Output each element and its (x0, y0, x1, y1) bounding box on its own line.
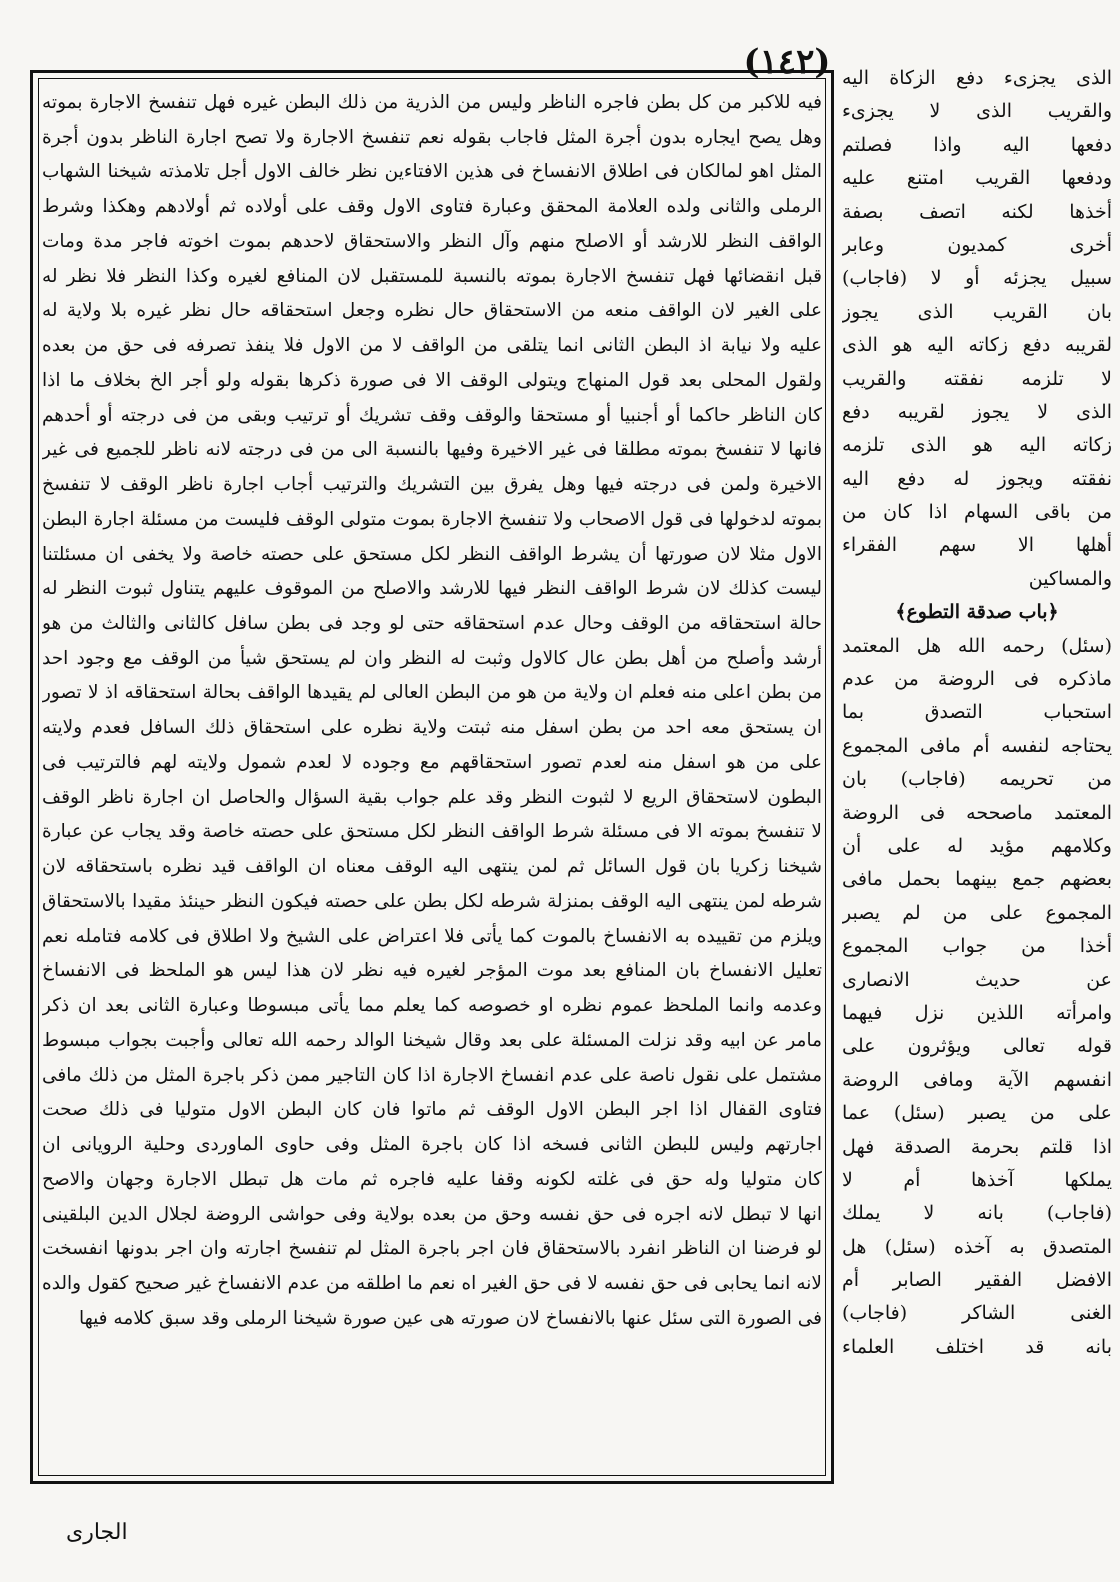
margin-text-line: المعتمد ماصححه فى الروضة (842, 801, 1112, 824)
main-text-line: انها لا تبطل لانه اجره فى حق نفسه وحق من بعده بولاية وفى حواشى الروضة لجلال الدين البلقينى (42, 1203, 822, 1225)
margin-text-line: انفسهم الآية ومافى الروضة (842, 1068, 1112, 1091)
margin-text-line: نفقته ويجوز له دفع اليه (842, 467, 1112, 490)
margin-text-line: المجموع على من لم يصبر (842, 901, 1112, 924)
main-text-line: ويلزم من تقييده به الانفساخ بالموت كما يأتى فلا اعتراض على الشيخ ولا اطلاق فى كلامه فتامله نعم (42, 925, 822, 947)
main-text-line: من بطن اعلى منه فعلم ان ولاية من هو من البطن العالى لم يقيدها الواقف بحالة استحقاقه اذ لا تصور (42, 682, 822, 704)
main-text-line: لانه انما يحابى فى حق نفسه لا فى حق الغير اه نعم ما اطلقه من عدم الانفساخ غير صحيح كقول والده (42, 1272, 822, 1294)
main-text-column (42, 86, 822, 1476)
margin-text-line: الذى لا يجوز لقريبه دفع (842, 400, 1112, 423)
main-text-line: وعدمه وانما الملحظ عموم نظره او خصوصه كما يعلم مما يأتى مبسوطا وعبارة الثانى بعد ان ذكر (42, 995, 822, 1017)
margin-text-line: الذى يجزىء دفع الزكاة اليه (842, 67, 1112, 89)
margin-text-line: (سئل) رحمه الله هل المعتمد (842, 634, 1112, 657)
margin-text-line: سبيل يجزئه أو لا (فاجاب) (842, 267, 1112, 290)
main-text-line: عليه ولا نيابة اذ البطن الثانى انما يتلقى من الواقف لا من الاول فلا ينفذ تصرفه فى حق من بعده (42, 335, 822, 357)
main-text-line: شرطه لمن ينتهى اليه الوقف بمنزلة شرطه لكل بطن على حصته فيكون النظر حينئذ مقيدا بالاستحقاق (42, 890, 822, 912)
main-text-line: على الغير لان الواقف منعه من الاستحقاق حال نظره وجعل استحقاقه حال نظر غيره بلا ولاية له (42, 300, 822, 322)
margin-text-line: والمساكين (1028, 567, 1112, 590)
main-text-line: بموته لدخولها فى قول الاصحاب ولا تنفسخ الاجارة بموت متولى الوقف فليست من مسئلة اجارة البطن (42, 508, 822, 530)
margin-text-line: على من يصبر (سئل) عما (842, 1102, 1112, 1125)
main-text-line: وهل يصح ايجاره بدون أجرة المثل فاجاب بقوله نعم تنفسخ الاجارة ولا تصح اجارة الناظر بدون أجرة (42, 126, 822, 148)
margin-text-line: اذا قلتم بحرمة الصدقة فهل (842, 1135, 1112, 1158)
margin-text-line: وامرأته اللذين نزل فيهما (842, 1001, 1112, 1024)
margin-text-line: أخذها لكنه اتصف بصفة (842, 200, 1112, 223)
main-text-line: على من هو اسفل منه لعدم تصور استحقاقهم مع وجوده لا لعدم شمول ولايته لهم فالترتيب فى (42, 751, 822, 773)
margin-text-line: المتصدق به آخذه (سئل) هل (842, 1235, 1112, 1258)
margin-text-line: بعضهم جمع بينهما بحمل مافى (842, 868, 1112, 891)
main-text-line: تعليل الانفساخ بان المنافع بعد موت المؤجر لغيره فيه نظر لان هذا ليس هو الملحظ فى الانفساخ (42, 960, 822, 982)
margin-text-line: من باقى السهام اذا كان من (842, 501, 1112, 524)
main-text-line: لا تنفسخ بموته الا فى مسئلة شرط الواقف النظر لكل مستحق على حصته خاصة وقد يجاب عن عبارة (42, 821, 822, 843)
margin-text-line: بان القريب الذى يجوز (842, 300, 1112, 323)
margin-text-line: ﴿باب صدقة التطوع﴾ (895, 601, 1059, 624)
margin-text-line: أهلها الا سهم الفقراء (842, 534, 1112, 557)
main-text-line: اجارتهم وليس للبطن الثانى فسخه اذا كان باجرة المثل وفى حاوى الماوردى وحلية الرويانى ان (42, 1134, 822, 1156)
margin-text-line: دفعها اليه واذا فصلتم (842, 133, 1112, 156)
main-text-line: الرملى والثانى ولده العلامة المحقق وعبارة فتاوى الاول وقف على أولاده ثم أولادهم وهكذا وشرط (42, 196, 822, 218)
margin-text-line: استحباب التصدق بما (842, 701, 1112, 724)
margin-text-line: والقريب الذى لا يجزىء (842, 100, 1112, 123)
margin-text-line: زكاته اليه هو الذى تلزمه (842, 434, 1112, 457)
main-text-line: فانها لا تنفسخ بموته مطلقا فى غير الاخيرة وفيها بالنسبة الى من فى درجته لانه ناظر للجميع فى غير (42, 439, 822, 461)
main-text-line: شيخنا زكريا بان قول السائل ثم لمن ينتهى اليه الوقف معناه ان الواقف قيد نظره باستحقاقه لان (42, 856, 822, 878)
main-text-line: أرشد وأصلح من أهل بطن عال كالاول وثبت له النظر وان لم يستحق شيأ من الوقف مع وجود احد (42, 647, 822, 669)
margin-text-line: الغنى الشاكر (فاجاب) (842, 1302, 1112, 1325)
main-text-line: الواقف النظر للارشد أو الاصلح منهم وآل النظر والاستحقاق لاحدهم بموت اخوته فاجر مدة ومات (42, 230, 822, 252)
main-text-line: المثل اهو لمالكان فى اطلاق الانفساخ فى هذين الافتاءين نظر خالف الاول أجل تلامذته شيخنا الشهاب (42, 161, 822, 183)
main-text-line: فيه للاكبر من كل بطن فاجره الناظر وليس من الذرية من ذلك البطن غيره فهل تنفسخ الاجارة بموته (42, 92, 822, 113)
page-number: (١٤٢) (743, 42, 831, 82)
margin-text-line: أخرى كمديون وعابر (842, 233, 1112, 256)
margin-text-line: قوله تعالى ويؤثرون على (842, 1035, 1112, 1058)
margin-text-line: لا تلزمه نفقته والقريب (842, 367, 1112, 390)
main-text-line: كان متوليا وله حق فى غلته لكونه وقفا عليه فاجره ثم مات هل تبطل الاجارة وجهان والاصح (42, 1168, 822, 1190)
main-text-line: مشتمل على نقول ناصة على عدم انفساخ الاجارة اذا كان التاجير ممن ذكر باجرة المثل من ذلك مافى (42, 1064, 822, 1086)
main-text-line: الاول مثلا لان صورتها أن يشرط الواقف النظر لكل مستحق على حصته خاصة ولا يخفى ان مسئلتنا (42, 543, 822, 565)
main-text-line: ليست كذلك لان شرط الواقف النظر فيها للارشد والاصلح من الموقوف عليهم يتناول ثبوت النظر له (42, 578, 822, 600)
margin-text-line: أخذا من جواب المجموع (842, 935, 1112, 958)
main-text-line: لو فرضنا ان الناظر انفرد بالاستحقاق فان اجر باجرة المثل لم تنفسخ اجارته وان اجر بدونها انفسخت (42, 1238, 822, 1260)
margin-text-line: من تحريمه (فاجاب) بان (842, 768, 1112, 791)
margin-text-column (842, 62, 1112, 1364)
margin-text-line: عن حديث الانصارى (842, 968, 1112, 991)
main-text-line: حالة استحقاقه من الوقف وحال عدم استحقاقه حتى لو وجد فى بطن سافل كالثانى والثالث من هو (42, 613, 822, 635)
margin-text-line: بانه قد اختلف العلماء (842, 1335, 1112, 1358)
main-text-line: الاخيرة ولمن فى درجته فيها وهل يفرق بين التشريك والترتيب أجاب اجارة ناظر الوقف لا تنفسخ (42, 474, 822, 496)
margin-text-line: ودفعها القريب امتنع عليه (842, 167, 1112, 190)
main-text-line: فى الصورة التى سئل عنها بالانفساخ لان صورته هى عين صورة شيخنا الرملى وقد سبق كلامه فيها (78, 1307, 822, 1329)
margin-text-line: لقريبه دفع زكاته اليه هو الذى (842, 334, 1112, 357)
margin-text-line: (فاجاب) بانه لا يملك (842, 1202, 1112, 1225)
margin-text-line: يحتاجه لنفسه أم مافى المجموع (842, 734, 1112, 757)
main-text-line: البطون لاستحقاق الريع لا لثبوت النظر وقد علم جواب بقية السؤال والحاصل ان اجارة ناظر الوقف (42, 786, 822, 808)
margin-text-line: ماذكره فى الروضة من عدم (842, 668, 1112, 691)
main-text-line: ولقول المحلى بعد قول المنهاج ويتولى الوقف الا فى صورة ذكرها بقوله ولو أجر الخ بخلاف ما اذا (42, 369, 822, 391)
catchword: الجارى (66, 1520, 128, 1545)
margin-text-line: الافضل الفقير الصابر أم (842, 1269, 1112, 1292)
margin-text-line: وكلامهم مؤيد له على أن (842, 834, 1112, 857)
main-text-line: فتاوى القفال اذا اجر البطن الاول الوقف ثم ماتوا فان كان البطن الاول متوليا فى ذلك صحت (42, 1099, 822, 1121)
main-text-line: مامر عن ابيه وقد نزلت المسئلة على بعد وقال شيخنا الوالد رحمه الله تعالى وأجبت بجواب مبسوط (42, 1029, 822, 1051)
main-text-line: كان الناظر حاكما أو أجنبيا أو مستحقا والوقف وقف تشريك أو ترتيب وبقى من فى درجته أو أحدهم (42, 404, 822, 426)
margin-text-line: يملكها آخذها أم لا (842, 1168, 1112, 1191)
main-text-line: قبل انقضائها فهل تنفسخ الاجارة بموته بالنسبة للمستقبل لان المنافع لغيره وكذا النظر فلا نظر له (42, 265, 822, 287)
main-text-line: ان يستحق معه احد من بطن اسفل منه ثبتت ولاية نظره على استحقاق ذلك السافل فعدم ولايته (42, 717, 822, 739)
